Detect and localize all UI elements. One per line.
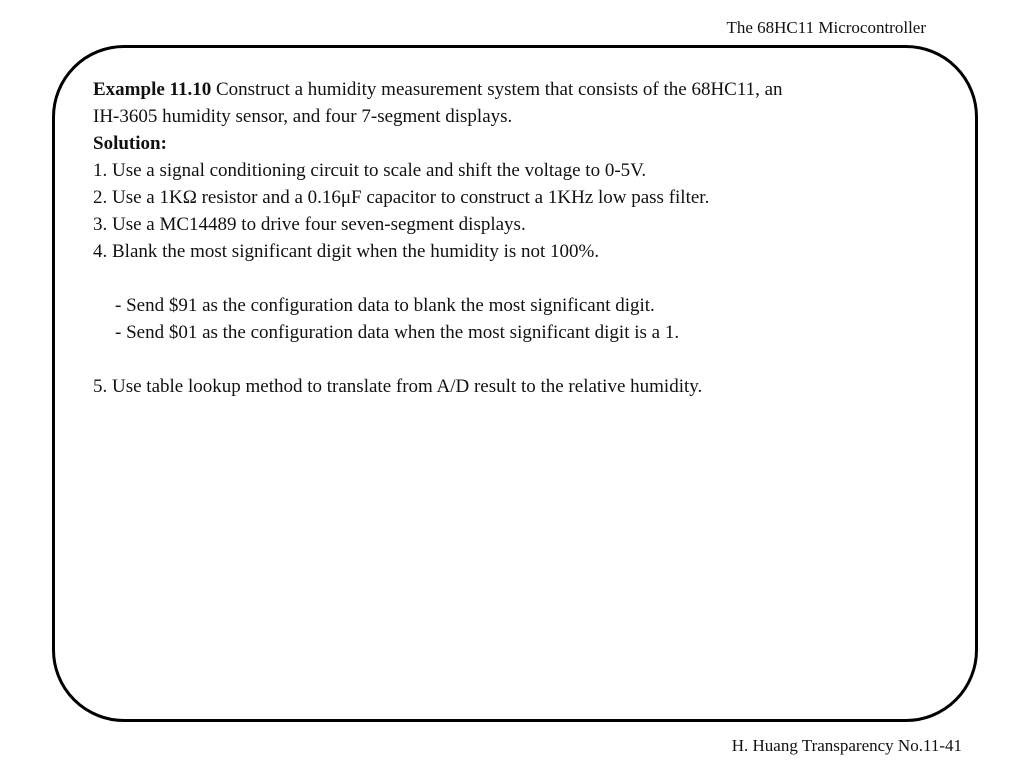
blank-line <box>93 346 953 373</box>
example-statement-line2: IH-3605 humidity sensor, and four 7-segment displays. <box>93 106 513 127</box>
header-title: The 68HC11 Microcontroller <box>726 18 926 37</box>
sub-point-1: - Send $91 as the configuration data to blank the most significant digit. <box>115 295 655 316</box>
slide-content <box>93 76 953 400</box>
example-statement <box>93 76 953 103</box>
solution-step-3: 3. Use a MC14489 to drive four seven-segment displays. <box>93 214 526 235</box>
solution-step-5: 5. Use table lookup method to translate from A/D result to the relative humidity. <box>93 376 703 397</box>
solution-step-2: 2. Use a 1KΩ resistor and a 0.16μF capacitor to construct a 1KHz low pass filter. <box>93 187 710 208</box>
example-label: Example 11.10 <box>93 79 212 100</box>
footer-text: H. Huang Transparency No.11-41 <box>731 736 962 755</box>
solution-step-4: 4. Blank the most significant digit when the humidity is not 100%. <box>93 241 600 262</box>
blank-line <box>93 265 953 292</box>
solution-step-1: 1. Use a signal conditioning circuit to scale and shift the voltage to 0-5V. <box>93 160 647 181</box>
sub-point-2: - Send $01 as the configuration data when the most significant digit is a 1. <box>115 322 680 343</box>
example-statement-line1: Construct a humidity measurement system that consists of the 68HC11, an <box>211 79 783 100</box>
solution-heading: Solution: <box>93 133 167 154</box>
